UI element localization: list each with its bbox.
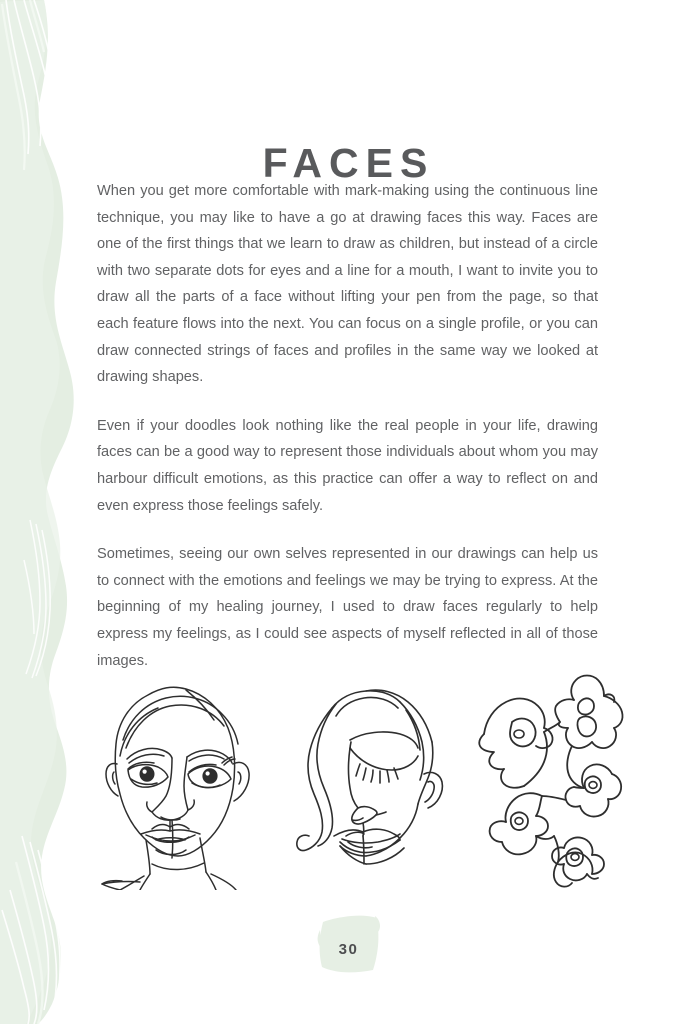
illustration-row	[80, 660, 640, 910]
frontal-face-drawing	[90, 660, 265, 890]
connected-profiles-drawing	[470, 668, 630, 888]
body-text	[97, 178, 598, 674]
paragraph-3: Sometimes, seeing our own selves represented in our drawings can help us to connect with the emotions and feelings we may be trying to express. At the beginning of my healing journey, I used to draw faces regularly to help express my feelings, as I could see aspects of myself reflected in all of those images.	[97, 546, 598, 669]
paragraph-2: Even if your doodles look nothing like the real people in your life, drawing faces can be a good way to represent those individuals about whom you may harbour difficult emotions, as this practice can offer a way to reflect on and even express those feelings safely.	[97, 417, 598, 514]
page-title: FACES	[262, 140, 435, 187]
page-footer	[0, 912, 697, 992]
page-number: 30	[338, 941, 359, 958]
paragraph-1: When you get more comfortable with mark-making using the continuous line technique, you may like to have a go at drawing faces this way. Faces are one of the first things that we learn to draw as children, but instead of a circle with two separate dots for eyes and a line for a mouth, I want to invite you to draw all the parts of a face without lifting your pen from the page, so that each feature flows into the next. You can focus on a single profile, or you can draw connected strings of faces and profiles in the same way we looked at drawing shapes.	[97, 183, 598, 386]
three-quarter-face-drawing	[288, 670, 458, 880]
